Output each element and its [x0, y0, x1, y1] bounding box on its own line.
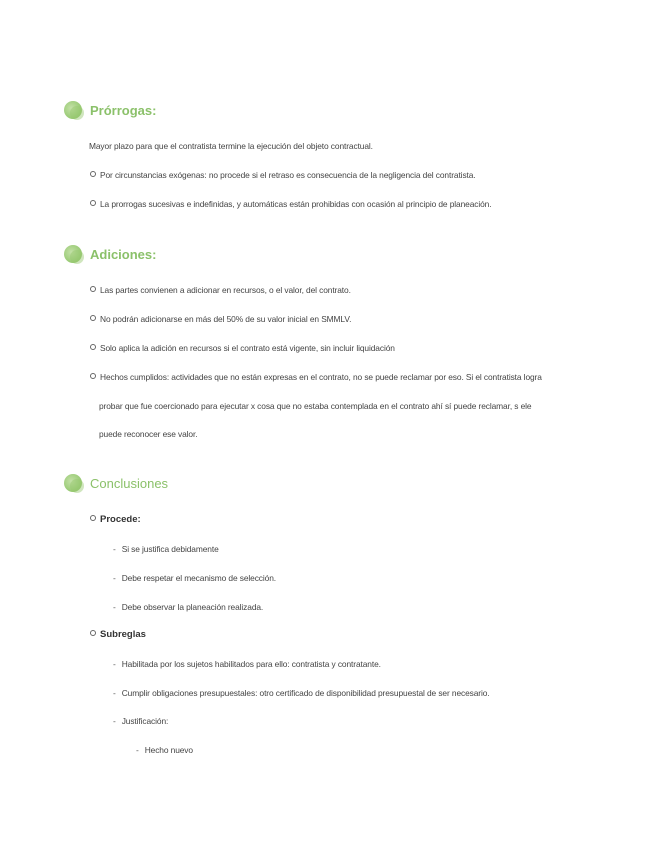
section-title: Adiciones: — [90, 247, 157, 262]
circle-bullet-icon — [90, 630, 96, 636]
green-bullet-icon — [64, 101, 82, 119]
list-item: - Si se justifica debidamente — [113, 544, 219, 554]
dash-bullet-icon: - — [113, 659, 116, 669]
circle-bullet-icon — [90, 344, 96, 350]
list-item: Hechos cumplidos: actividades que no están expresas en el contrato, no se puede reclamar por eso. Si el contratista logra — [90, 372, 542, 382]
list-item: Por circunstancias exógenas: no procede si el retraso es consecuencia de la negligencia del contratista. — [90, 170, 476, 180]
dash-bullet-icon: - — [136, 745, 139, 755]
list-item: - Debe observar la planeación realizada. — [113, 602, 264, 612]
circle-bullet-icon — [90, 171, 96, 177]
green-bullet-icon — [64, 474, 82, 492]
list-item: - Habilitada por los sujetos habilitados para ello: contratista y contratante. — [113, 659, 381, 669]
subheading-subreglas: Subreglas — [90, 629, 146, 640]
list-item: Las partes convienen a adicionar en recursos, o el valor, del contrato. — [90, 285, 351, 295]
circle-bullet-icon — [90, 515, 96, 521]
list-item: - Debe respetar el mecanismo de selección. — [113, 573, 276, 583]
dash-bullet-icon: - — [113, 544, 116, 554]
dash-bullet-icon: - — [113, 688, 116, 698]
list-item: No podrán adicionarse en más del 50% de su valor inicial en SMMLV. — [90, 314, 351, 324]
circle-bullet-icon — [90, 373, 96, 379]
section-title: Prórrogas: — [90, 103, 157, 118]
circle-bullet-icon — [90, 315, 96, 321]
section-title: Conclusiones — [90, 476, 169, 491]
subheading-procede: Procede: — [90, 514, 141, 525]
list-item: La prorrogas sucesivas e indefinidas, y automáticas están prohibidas con ocasión al principio de planeación. — [90, 199, 491, 209]
dash-bullet-icon: - — [113, 573, 116, 583]
section-intro: Mayor plazo para que el contratista termine la ejecución del objeto contractual. — [89, 141, 373, 151]
list-item: Solo aplica la adición en recursos si el contrato está vigente, sin incluir liquidación — [90, 343, 395, 353]
circle-bullet-icon — [90, 286, 96, 292]
list-item-continuation: probar que fue coercionado para ejecutar x cosa que no estaba contemplada en el contrato ahí sí puede reclamar, s ele — [99, 401, 532, 411]
dash-bullet-icon: - — [113, 602, 116, 612]
circle-bullet-icon — [90, 200, 96, 206]
dash-bullet-icon: - — [113, 716, 116, 726]
list-item-continuation: puede reconocer ese valor. — [99, 429, 198, 439]
green-bullet-icon — [64, 245, 82, 263]
nested-list-item: - Hecho nuevo — [136, 745, 193, 755]
list-item: - Cumplir obligaciones presupuestales: otro certificado de disponibilidad presupuestal de ser necesario. — [113, 688, 490, 698]
list-item: - Justificación: — [113, 716, 169, 726]
